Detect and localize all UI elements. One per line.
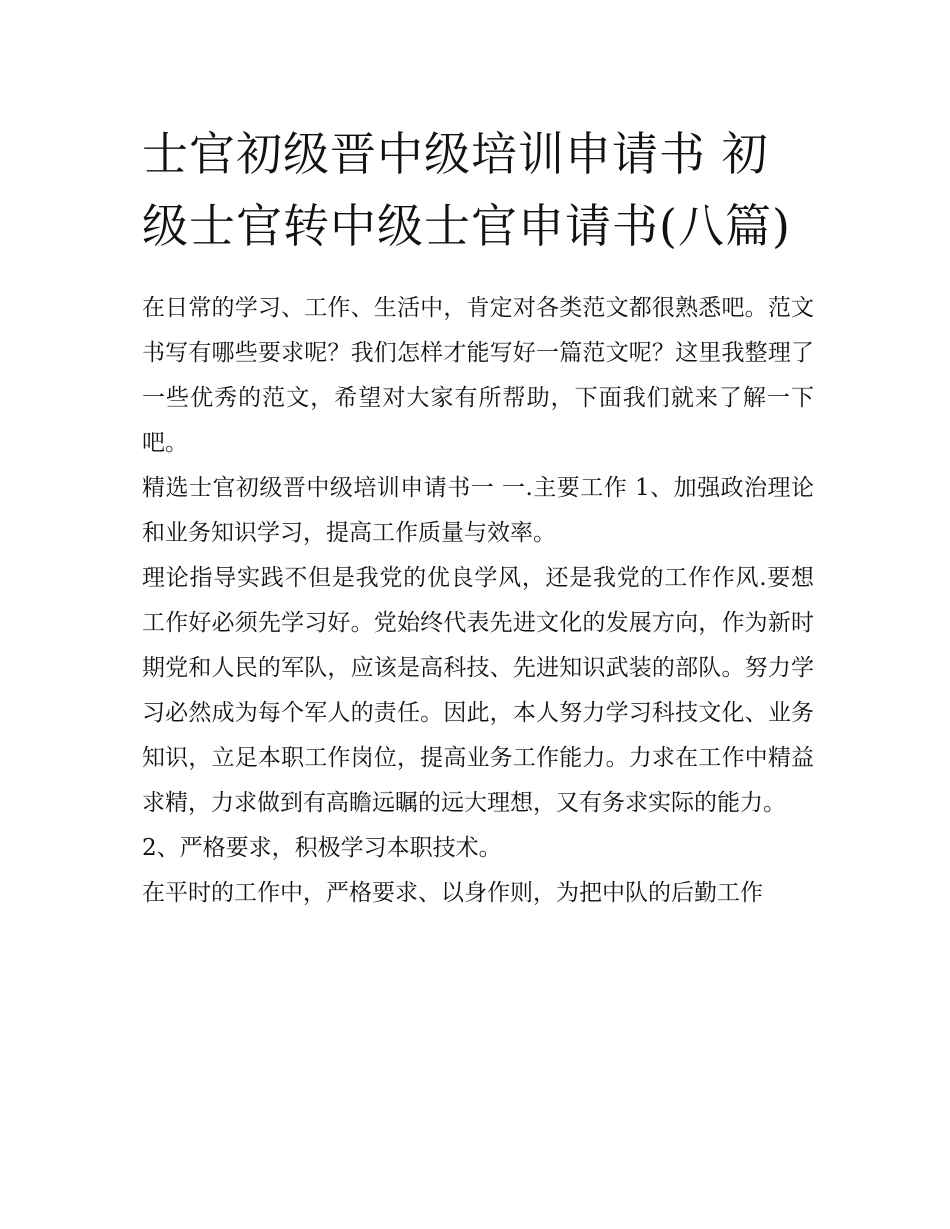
paragraph-theory-study: 理论指导实践不但是我党的优良学风，还是我党的工作作风.要想工作好必须先学习好。党始终代表先进文化的发展方向，作为新时期党和人民的军队，应该是高科技、先进知识武装的部队。努力学习必然成为每个军人的责任。因此，本人努力学习科技文化、业务知识，立足本职工作岗位，提高业务工作能力。力求在工作中精益求精，力求做到有高瞻远瞩的远大理想，又有务求实际的能力。 (142, 565, 814, 816)
paragraph-daily-work: 在平时的工作中，严格要求、以身作则，为把中队的后勤工作 (142, 880, 763, 906)
document-title: 士官初级晋中级培训申请书 初级士官转中级士官申请书(八篇) (142, 127, 791, 253)
paragraph-section-2-heading: 2、严格要求，积极学习本职技术。 (142, 835, 502, 861)
document-body (142, 286, 814, 916)
document-page (142, 118, 814, 916)
paragraph-intro: 在日常的学习、工作、生活中，肯定对各类范文都很熟悉吧。范文书写有哪些要求呢？我们怎样才能写好一篇范文呢？这里我整理了一些优秀的范文，希望对大家有所帮助，下面我们就来了解一下吧。 (142, 295, 814, 456)
paragraph-main-work: 精选士官初级晋中级培训申请书一 一.主要工作 1、加强政治理论和业务知识学习，提高工作质量与效率。 (142, 475, 814, 546)
